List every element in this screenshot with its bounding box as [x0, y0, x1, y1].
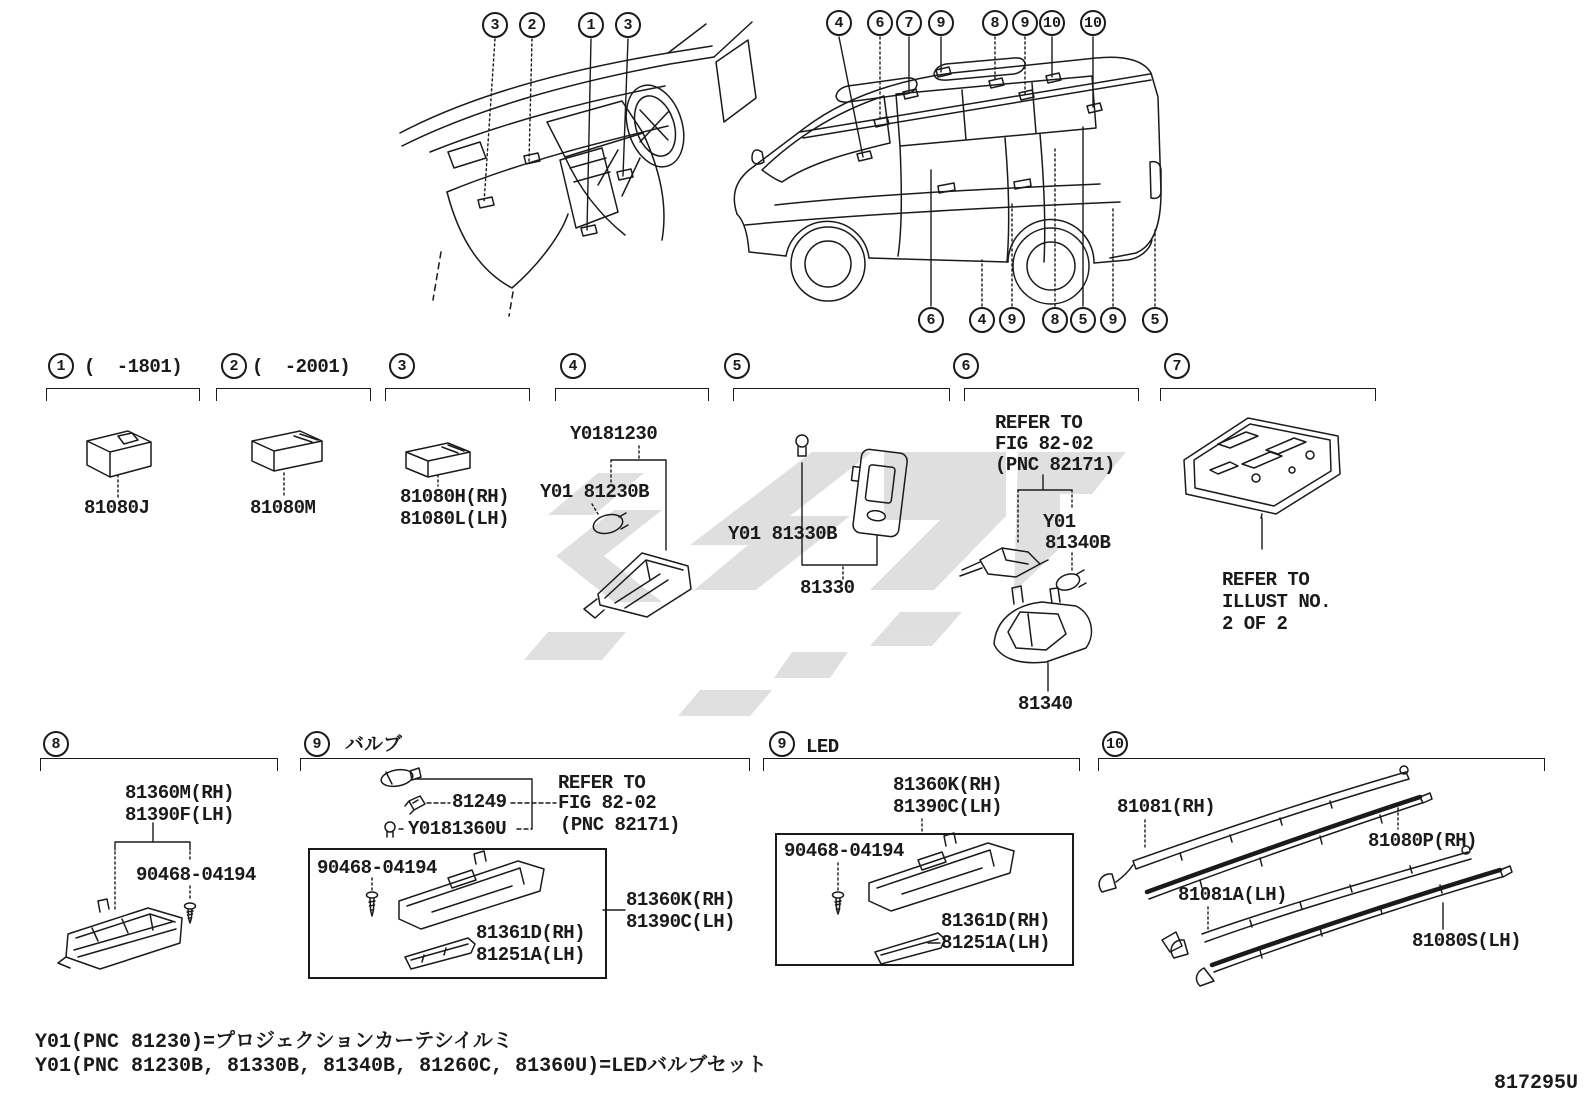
callout-van-bottom-2: 4 [969, 307, 995, 333]
part-number-81361D-rh-g9b: 81361D(RH) [941, 910, 1051, 932]
group-2-range: ( -2001) [252, 356, 351, 378]
part-number-81080P-rh: 81080P(RH) [1368, 830, 1478, 852]
part-number-81080L-lh: 81080L(LH) [400, 508, 510, 530]
group-4-badge: 4 [560, 353, 586, 379]
callout-van-top-6: 9 [1012, 10, 1038, 36]
group-8-badge: 8 [43, 731, 69, 757]
group-8-bracket [40, 758, 278, 771]
footnote-led-bulb-set: Y01(PNC 81230B, 81330B, 81340B, 81260C, 81360U)=LEDバルブセット [35, 1055, 767, 1078]
group-6-refer-line3: (PNC 82171) [995, 454, 1115, 476]
part-number-81080M: 81080M [250, 497, 316, 519]
screw-number-g9a: 90468-04194 [317, 857, 437, 879]
group-10-badge: 10 [1102, 731, 1128, 757]
screw-icon-g8 [185, 903, 196, 923]
part-number-81251A-lh-g9a: 81251A(LH) [476, 944, 586, 966]
group-7-refer-line2: ILLUST NO. [1222, 591, 1332, 613]
callout-van-bottom-4: 8 [1042, 307, 1068, 333]
part-number-81340: 81340 [1018, 693, 1073, 715]
callout-van-top-1: 4 [826, 10, 852, 36]
group-9a-refer-line3: (PNC 82171) [560, 814, 680, 836]
part-number-81361D-rh-g9a: 81361D(RH) [476, 922, 586, 944]
group-5-badge: 5 [724, 353, 750, 379]
part-number-81360M-rh: 81360M(RH) [125, 782, 235, 804]
group-1-range: ( -1801) [84, 356, 183, 378]
callout-van-bottom-5: 5 [1070, 307, 1096, 333]
group-2-badge: 2 [221, 353, 247, 379]
group-6-refer-line1: REFER TO [995, 412, 1083, 434]
part-sketch-81080H [406, 443, 470, 477]
part-number-81360K-rh-g9a: 81360K(RH) [626, 889, 736, 911]
part-number-81080J: 81080J [84, 497, 150, 519]
group-1-badge: 1 [48, 353, 74, 379]
group-5-bracket [733, 388, 950, 401]
group-9-bulb-badge: 9 [304, 731, 330, 757]
callout-van-bottom-3: 9 [999, 307, 1025, 333]
van-sketch [734, 57, 1161, 304]
part-number-Y0181360U: Y0181360U [408, 818, 507, 840]
group-3-bracket [385, 388, 530, 401]
callout-van-top-8: 10 [1080, 10, 1106, 36]
group-7-badge: 7 [1164, 353, 1190, 379]
group-9-led-badge: 9 [769, 731, 795, 757]
part-number-81081-rh: 81081(RH) [1117, 796, 1216, 818]
group-9a-refer-line2: FIG 82-02 [558, 792, 657, 814]
callout-dash-3: 1 [578, 12, 604, 38]
group-6-refer-line2: FIG 82-02 [995, 433, 1094, 455]
group-7-refer-line1: REFER TO [1222, 569, 1310, 591]
part-number-Y01-line1: Y01 [1043, 511, 1076, 533]
group-2-bracket [216, 388, 371, 401]
callout-dash-2: 2 [519, 12, 545, 38]
group-9-led-bracket [763, 758, 1080, 771]
callout-dash-4: 3 [615, 12, 641, 38]
callout-dash-1: 3 [482, 12, 508, 38]
part-number-81340B: 81340B [1045, 532, 1111, 554]
screw-number-g8: 90468-04194 [136, 864, 256, 886]
group-9-bulb-bracket [300, 758, 750, 771]
group-3-badge: 3 [389, 353, 415, 379]
part-number-81081A-lh: 81081A(LH) [1178, 884, 1288, 906]
part-number-Y0181330B: Y01 81330B [728, 523, 838, 545]
group-7-bracket [1160, 388, 1376, 401]
group-4-bracket [555, 388, 709, 401]
group-9-bulb-title: バルブ [345, 734, 403, 755]
part-number-81360K-rh-g9b: 81360K(RH) [893, 774, 1003, 796]
part-sketch-dome-lamp-81360M [58, 899, 182, 969]
part-number-Y0181230: Y0181230 [570, 423, 658, 445]
diagram-id: 817295U [1494, 1072, 1579, 1095]
group-7-refer-line3: 2 OF 2 [1222, 613, 1288, 635]
part-number-81251A-lh-g9b: 81251A(LH) [941, 932, 1051, 954]
part-number-81249: 81249 [452, 791, 507, 813]
group-6-bracket [964, 388, 1139, 401]
group-6-badge: 6 [953, 353, 979, 379]
callout-van-bottom-6: 9 [1100, 307, 1126, 333]
part-sketch-81080M [252, 431, 322, 471]
dashboard-sketch [400, 22, 756, 316]
callout-van-top-3: 7 [896, 10, 922, 36]
part-number-Y0181230B: Y01 81230B [540, 481, 650, 503]
part-number-81390C-lh-g9b: 81390C(LH) [893, 796, 1003, 818]
part-number-81390F-lh: 81390F(LH) [125, 804, 235, 826]
part-number-81080H-rh: 81080H(RH) [400, 486, 510, 508]
callout-van-top-4: 9 [928, 10, 954, 36]
group-10-bracket [1098, 758, 1545, 771]
group-9-led-title: LED [806, 736, 839, 758]
group-1-bracket [46, 388, 200, 401]
part-sketch-rail-81081-rh [1099, 766, 1409, 892]
callout-van-top-5: 8 [982, 10, 1008, 36]
callout-van-bottom-7: 5 [1142, 307, 1168, 333]
footnote-projection-lamp: Y01(PNC 81230)=プロジェクションカーテシイルミ [35, 1031, 513, 1054]
screw-number-g9b: 90468-04194 [784, 840, 904, 862]
part-sketch-overhead-console [1184, 418, 1340, 518]
callout-van-top-2: 6 [867, 10, 893, 36]
part-sketch-81080J [87, 431, 151, 477]
part-number-81330: 81330 [800, 577, 855, 599]
callout-van-bottom-1: 6 [918, 307, 944, 333]
callout-van-top-7: 10 [1039, 10, 1065, 36]
part-number-81390C-lh-g9a: 81390C(LH) [626, 911, 736, 933]
group-9a-refer-line1: REFER TO [558, 772, 646, 794]
part-number-81080S-lh: 81080S(LH) [1412, 930, 1522, 952]
